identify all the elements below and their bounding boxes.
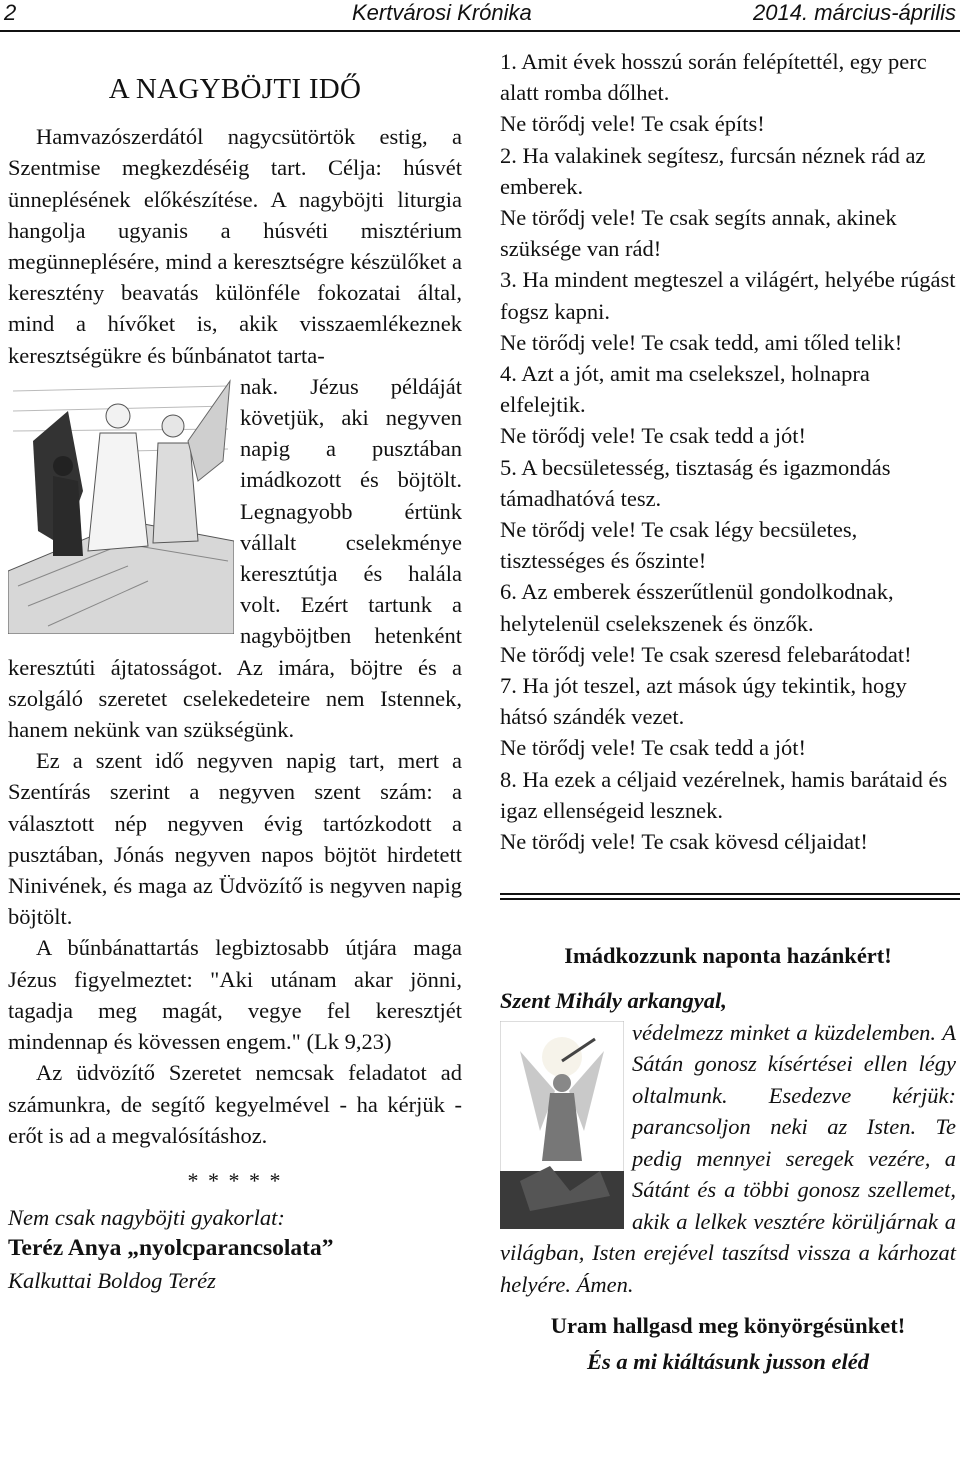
commandment-item [500,670,956,764]
article-paragraph-1b: nak. Jézus példáját követjük, aki negyven napig a pusztában imádkozott és böjtölt. Legnagyobb értünk vállalt cselekménye keresztútja és halála volt. Ezért tartunk a nagyböjtben hetenként keresztúti ájtatosságot. Az imára, böjtre és a szolgáló szeretet cselekedeteire nem Istennek, hanem nekünk van szükségünk. [8,373,462,743]
right-column [500,46,956,1377]
issue-date: 2014. március-április [753,0,956,25]
prayer-heading: Imádkozzunk naponta hazánkért! [564,943,892,969]
article-paragraph-2: Ez a szent idő negyven napig tart, mert a Szentírás szerint a negyven szent szám: a választott nép negyven évig tartózkodott a pusztában, Jónás negyven napos böjtöt hirdetett Ninivének, és maga az Üdvözítő is negyven napig böjtölt. [8,748,462,930]
commandment-text: Ha mindent megteszel a világért, helyébe rúgást fogsz kapni. [500,267,956,324]
commandment-number: 4. [500,361,517,387]
teresa-title: Teréz Anya „nyolcparancsolata” [8,1235,334,1262]
article-paragraph-1a: Hamvazószerdától nagycsütörtök estig, a Szentmise megkezdéséig tart. Célja: húsvét ünneplésének előkészítése. A nagyböjti liturgia hangolja ugyanis a húsvéti misztérium megünneplésére, mind a keresztségre készülőket a keresztény beavatás különféle fokozatai által, mind a hívőket is, akik visszaemlékeznek keresztségükre és bűnbánatot tarta- [8,124,462,368]
commandment-item [500,764,956,858]
page-header [0,0,960,30]
prayer-block [500,985,956,1300]
commandment-reply: Ne törődj vele! Te csak kövesd céljaidat! [500,829,868,855]
commandment-reply: Ne törődj vele! Te csak tedd a jót! [500,423,807,449]
commandment-number: 7. [500,673,517,699]
teresa-intro: Nem csak nagyböjti gyakorlat: [8,1205,285,1231]
commandment-number: 3. [500,267,517,293]
commandment-reply: Ne törődj vele! Te csak szeresd felebarátodat! [500,641,912,667]
commandment-item [500,264,956,358]
commandment-text: Amit évek hosszú során felépítettél, egy perc alatt romba dőlhet. [500,49,927,106]
article-title: A NAGYBÖJTI IDŐ [108,73,362,105]
archangel-michael-illustration [500,1021,624,1229]
commandment-text: Ha jót teszel, azt mások úgy tekintik, hogy hátsó szándék vezet. [500,673,907,730]
angels-illustration [8,371,234,634]
teresa-list [500,46,956,857]
article-paragraph-3: A bűnbánattartás legbiztosabb útjára maga Jézus figyelmeztet: "Aki utánam akar jönni, tagadja meg magát, vegye fel keresztjét mindennap és kövessen engem." (Lk 9,23) [8,935,462,1055]
double-rule [500,893,960,900]
header-rule [0,30,960,32]
commandment-text: Azt a jót, amit ma cselekszel, holnapra elfelejtik. [500,361,870,418]
commandment-item [500,46,956,140]
commandment-item [500,576,956,670]
commandment-text: A becsületesség, tisztaság és igazmondás támadhatóvá tesz. [500,454,891,511]
commandment-reply: Ne törődj vele! Te csak tedd, ami tőled telik! [500,329,903,355]
prayer-saint-name: Szent Mihály arkangyal, [500,988,727,1014]
commandment-item [500,358,956,452]
commandment-number: 1. [500,49,517,74]
prayer-closing-2: És a mi kiáltásunk jusson eléd [587,1348,869,1374]
commandment-reply: Ne törődj vele! Te csak légy becsületes, tisztességes és őszinte! [500,517,858,574]
left-column [8,46,462,1296]
commandment-reply: Ne törődj vele! Te csak építs! [500,111,765,137]
prayer-text: védelmezz minket a küzdelemben. A Sátán gonosz kísértései ellen légy oltalmunk. Esedezve kérjük: parancsoljon neki az Isten. Te pedig mennyei seregek vezére, a Sátánt és a többi gonosz szellemet, akik a lelkek vesztére körüljárnak a világban, Isten erejével taszítsd vissza a kárhozat helyére. Ámen. [500,1019,956,1297]
commandment-reply: Ne törődj vele! Te csak tedd a jót! [500,735,807,761]
commandment-text: Ha valakinek segítesz, furcsán néznek rád az emberek. [500,142,926,199]
prayer-closing-1: Uram hallgasd meg könyörgésünket! [550,1313,906,1339]
commandment-number: 6. [500,579,517,605]
commandment-item [500,140,956,265]
commandment-number: 5. [500,454,517,480]
teresa-author: Kalkuttai Boldog Teréz [8,1267,216,1293]
commandment-text: Ha ezek a céljaid vezérelnek, hamis barátaid és igaz ellenségeid lesznek. [500,766,948,823]
commandment-text: Az emberek ésszerűtlenül gondolkodnak, helytelenül cselekszenek és önzők. [500,579,894,636]
page-number: 2 [4,0,17,25]
commandment-reply: Ne törődj vele! Te csak segíts annak, akinek szüksége van rád! [500,205,897,262]
section-separator: * * * * * [187,1167,283,1193]
article-paragraph-4: Az üdvözítő Szeretet nemcsak feladatot ad számunkra, de segítő kegyelmével - ha kérjük - erőt is ad a megvalósításhoz. [8,1060,462,1148]
publication-title: Kertvárosi Krónika [352,0,532,25]
commandment-number: 8. [500,766,517,792]
commandment-number: 2. [500,142,517,168]
commandment-item [500,452,956,577]
